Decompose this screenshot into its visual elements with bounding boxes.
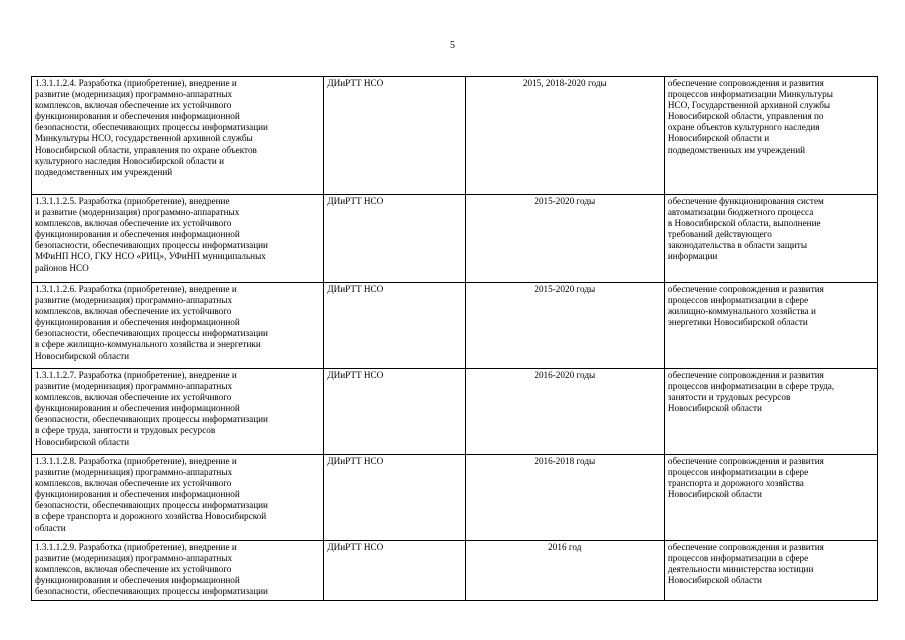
result-line: Новосибирской области <box>667 403 762 414</box>
description-line: развитие (модернизация) программно-аппаратных <box>35 295 233 306</box>
description-line: комплексов, включая обеспечение их устойчивого <box>35 392 232 403</box>
description-line: культурного наследия Новосибирской области и <box>35 155 225 166</box>
result-line: процессов информатизации в сфере <box>667 467 809 478</box>
period-cell: 2016 год <box>465 541 664 601</box>
result-line: процессов информатизации Минкультуры <box>667 89 833 100</box>
result-line: обеспечение сопровождения и развития <box>667 284 824 294</box>
result-line: автоматизации бюджетного процесса <box>667 207 814 218</box>
result-line: Новосибирской области <box>667 575 762 586</box>
activity-description <box>32 283 324 369</box>
table-row <box>32 283 878 369</box>
description-line: комплексов, включая обеспечение их устойчивого <box>35 218 232 229</box>
executor-cell: ДИиРТТ НСО <box>324 541 465 601</box>
description-line: развитие (модернизация) программно-аппаратных <box>35 89 233 100</box>
description-line: комплексов, включая обеспечение их устойчивого <box>35 564 232 575</box>
description-line: районов НСО <box>35 262 89 273</box>
description-line: 1.3.1.1.2.5. Разработка (приобретение), внедрение <box>35 196 230 206</box>
executor-cell: ДИиРТТ НСО <box>324 283 465 369</box>
description-line: комплексов, включая обеспечение их устойчивого <box>35 100 232 111</box>
description-line: 1.3.1.1.2.4. Разработка (приобретение), внедрение и <box>35 78 237 88</box>
description-line: 1.3.1.1.2.6. Разработка (приобретение), внедрение и <box>35 284 237 294</box>
expected-result <box>664 283 877 369</box>
activity-description <box>32 369 324 455</box>
table-row <box>32 541 878 601</box>
description-line: и развитие (модернизация) программно-аппаратных <box>35 207 240 218</box>
description-line: развитие (модернизация) программно-аппаратных <box>35 553 233 564</box>
period-cell: 2016-2020 годы <box>465 369 664 455</box>
result-line: процессов информатизации в сфере <box>667 553 809 564</box>
page-number: 5 <box>450 40 455 51</box>
result-line: обеспечение сопровождения и развития <box>667 542 824 552</box>
description-line: комплексов, включая обеспечение их устойчивого <box>35 306 232 317</box>
executor-cell: ДИиРТТ НСО <box>324 455 465 541</box>
description-line: МФиНП НСО, ГКУ НСО «РИЦ», УФиНП муниципальных <box>35 251 266 262</box>
result-line: обеспечение функционирования систем <box>667 196 824 206</box>
result-line: законодательства в области защиты <box>667 240 807 251</box>
activity-description <box>32 77 324 195</box>
result-line: обеспечение сопровождения и развития <box>667 456 824 466</box>
period-cell: 2015-2020 годы <box>465 195 664 283</box>
description-line: функционирования и обеспечения информационной <box>35 403 240 414</box>
result-line: информации <box>667 251 718 262</box>
description-line: функционирования и обеспечения информационной <box>35 489 240 500</box>
executor-cell: ДИиРТТ НСО <box>324 195 465 283</box>
activity-description <box>32 455 324 541</box>
result-line: жилищно-коммунального хозяйства и <box>667 306 816 317</box>
period-cell: 2015-2020 годы <box>465 283 664 369</box>
expected-result <box>664 195 877 283</box>
result-line: в Новосибирской области, выполнение <box>667 218 821 229</box>
description-line: комплексов, включая обеспечение их устойчивого <box>35 478 232 489</box>
result-line: процессов информатизации в сфере <box>667 295 809 306</box>
result-line: подведомственных им учреждений <box>667 144 806 155</box>
result-line: требований действующего <box>667 229 772 240</box>
table-row <box>32 195 878 283</box>
description-line: безопасности, обеспечивающих процессы информатизации <box>35 328 268 339</box>
result-line: НСО, Государственной архивной службы <box>667 100 831 111</box>
description-line: 1.3.1.1.2.7. Разработка (приобретение), внедрение и <box>35 370 237 380</box>
executor-cell: ДИиРТТ НСО <box>324 77 465 195</box>
table-row <box>32 455 878 541</box>
description-line: подведомственных им учреждений <box>35 166 173 177</box>
activity-description <box>32 195 324 283</box>
table-row <box>32 369 878 455</box>
result-line: занятости и трудовых ресурсов <box>667 392 791 403</box>
result-line: Новосибирской области <box>667 489 762 500</box>
expected-result <box>664 455 877 541</box>
description-line: безопасности, обеспечивающих процессы информатизации <box>35 122 268 133</box>
description-line: функционирования и обеспечения информационной <box>35 111 240 122</box>
description-line: 1.3.1.1.2.9. Разработка (приобретение), внедрение и <box>35 542 237 552</box>
period-cell: 2016-2018 годы <box>465 455 664 541</box>
description-line: развитие (модернизация) программно-аппаратных <box>35 381 233 392</box>
result-line: транспорта и дорожного хозяйства <box>667 478 804 489</box>
expected-result <box>664 369 877 455</box>
description-line: безопасности, обеспечивающих процессы информатизации <box>35 500 268 511</box>
description-line: безопасности, обеспечивающих процессы информатизации <box>35 414 268 425</box>
result-line: охране объектов культурного наследия <box>667 122 820 133</box>
description-line: в сфере труда, занятости и трудовых ресурсов <box>35 425 216 436</box>
result-line: Новосибирской области и <box>667 133 770 144</box>
description-line: в сфере жилищно-коммунального хозяйства и энергетики <box>35 339 261 350</box>
description-line: Новосибирской области, управления по охране объектов <box>35 144 257 155</box>
description-line: 1.3.1.1.2.8. Разработка (приобретение), внедрение и <box>35 456 237 466</box>
result-line: процессов информатизации в сфере труда, <box>667 381 835 392</box>
description-line: функционирования и обеспечения информационной <box>35 229 240 240</box>
expected-result <box>664 77 877 195</box>
expected-result <box>664 541 877 601</box>
description-line: функционирования и обеспечения информационной <box>35 317 240 328</box>
description-line: Новосибирской области <box>35 350 130 361</box>
period-cell: 2015, 2018-2020 годы <box>465 77 664 195</box>
activity-description <box>32 541 324 601</box>
activities-table <box>31 76 878 601</box>
result-line: деятельности министерства юстиции <box>667 564 814 575</box>
description-line: функционирования и обеспечения информационной <box>35 575 240 586</box>
table-row <box>32 77 878 195</box>
description-line: в сфере транспорта и дорожного хозяйства Новосибирской <box>35 511 267 522</box>
result-line: обеспечение сопровождения и развития <box>667 370 824 380</box>
result-line: энергетики Новосибирской области <box>667 317 808 328</box>
description-line: Минкультуры НСО, государственной архивной службы <box>35 133 253 144</box>
executor-cell: ДИиРТТ НСО <box>324 369 465 455</box>
description-line: области <box>35 522 66 533</box>
description-line: Новосибирской области <box>35 436 130 447</box>
description-line: развитие (модернизация) программно-аппаратных <box>35 467 233 478</box>
result-line: Новосибирской области, управления по <box>667 111 824 122</box>
description-line: безопасности, обеспечивающих процессы информатизации <box>35 240 268 251</box>
description-line: безопасности, обеспечивающих процессы информатизации <box>35 586 268 597</box>
result-line: обеспечение сопровождения и развития <box>667 78 824 88</box>
table-body <box>32 77 878 601</box>
